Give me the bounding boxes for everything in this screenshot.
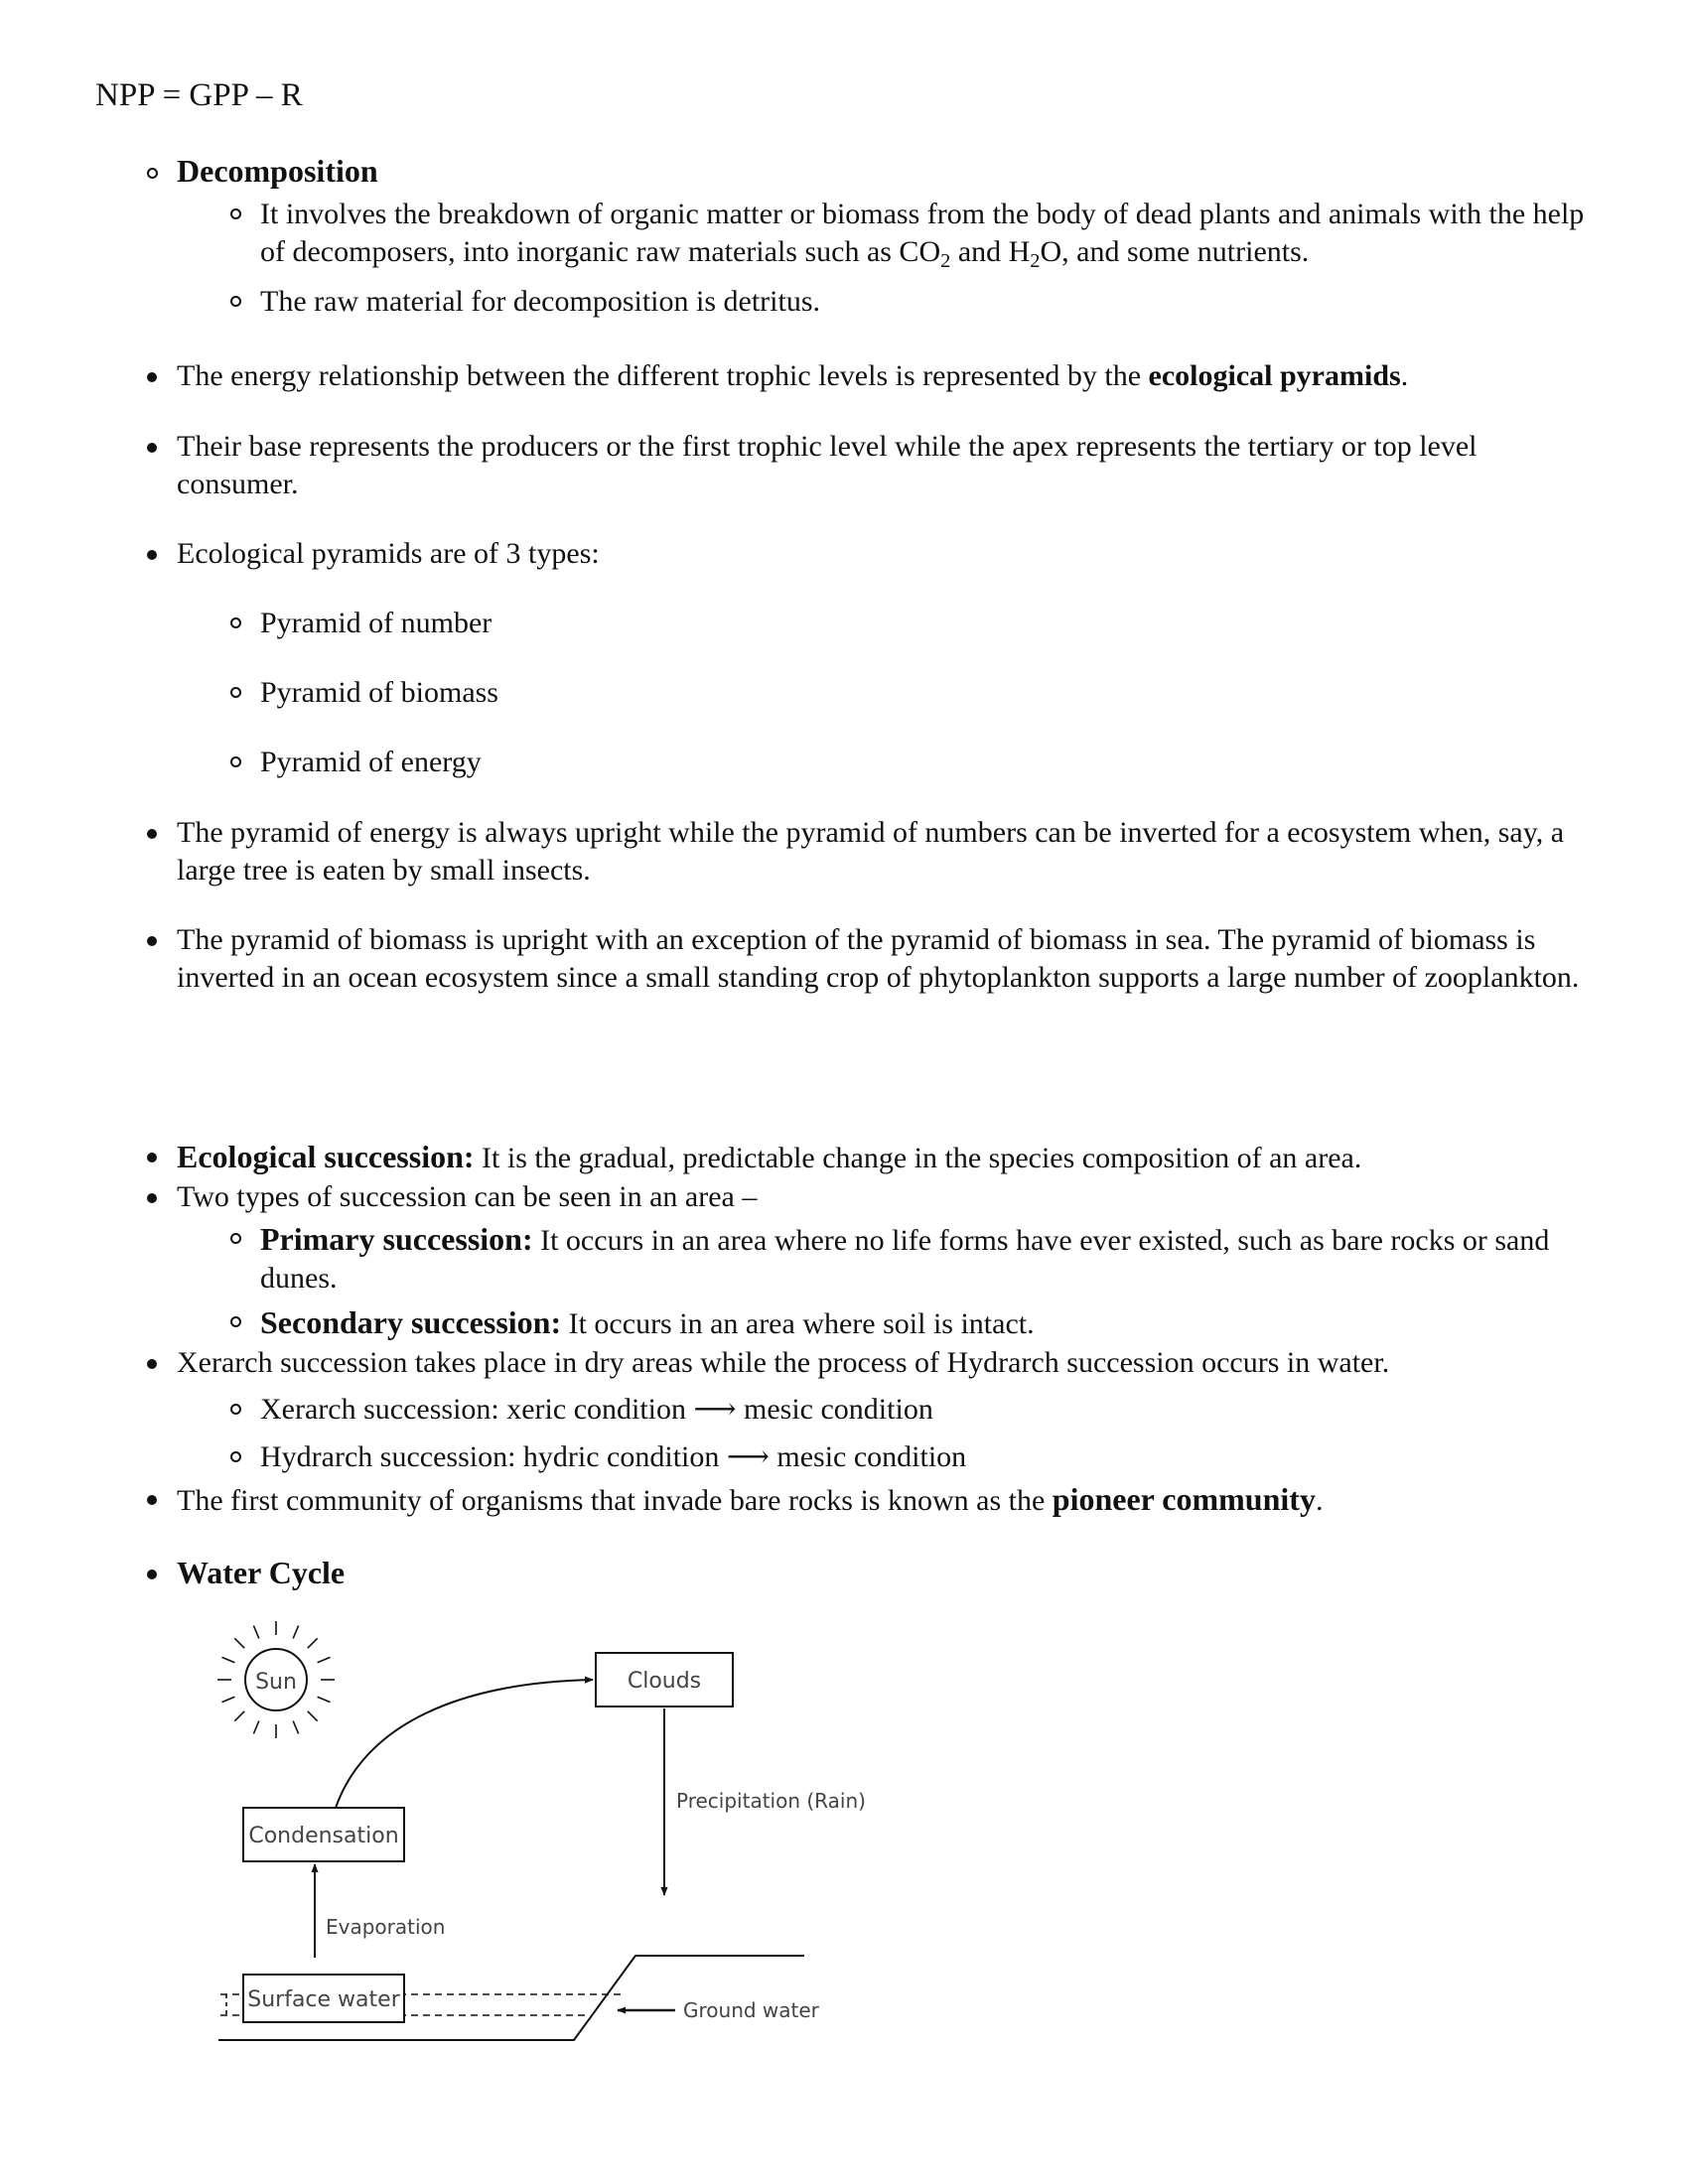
pyramids-point-3: Ecological pyramids are of 3 types: <box>177 535 1597 573</box>
precipitation-label: Precipitation (Rain) <box>676 1789 866 1813</box>
pyramids-point-2: Their base represents the producers or the first trophic level while the apex represents the tertiary or top level consumer. <box>177 428 1597 503</box>
ground-water-label: Ground water <box>683 1998 819 2022</box>
succession-point-3: Xerarch succession takes place in dry areas while the process of Hydrarch succession occurs in water. <box>177 1344 1597 1382</box>
decomposition-heading: Decomposition <box>177 152 1597 190</box>
succession-point-4: The first community of organisms that invade bare rocks is known as the pioneer community. <box>177 1480 1597 1520</box>
npp-equation: NPP = GPP – R <box>95 77 303 113</box>
pyramid-type-number: Pyramid of number <box>260 605 1597 642</box>
sun-label: Sun <box>255 1670 297 1695</box>
succession-point-1: Ecological succession: It is the gradual, predictable change in the species composition of an area. <box>177 1138 1597 1177</box>
condensation-label: Condensation <box>248 1824 399 1848</box>
pyramid-type-energy: Pyramid of energy <box>260 744 1597 781</box>
pyramids-point-5: The pyramid of biomass is upright with an exception of the pyramid of biomass in sea. The pyramid of biomass is inverted in an ocean ecosystem since a small standing crop of phytoplankton supports a large number of zooplankton. <box>177 921 1597 997</box>
decomposition-point-2: The raw material for decomposition is detritus. <box>260 283 1597 321</box>
pyramids-point-1: The energy relationship between the different trophic levels is represented by the ecological pyramids. <box>177 357 1597 395</box>
water-cycle-heading: Water Cycle <box>177 1554 1597 1591</box>
hydrarch-succession: Hydrarch succession: hydric condition ⟶ mesic condition <box>260 1438 1597 1476</box>
decomposition-point-1: It involves the breakdown of organic matter or biomass from the body of dead plants and animals with the help of decomposers, into inorganic raw materials such as $CO_2$ and $H_2O$, and some nutrients. <box>260 196 1597 280</box>
clouds-label: Clouds <box>627 1669 702 1694</box>
pyramid-type-biomass: Pyramid of biomass <box>260 674 1597 712</box>
secondary-succession: Secondary succession: It occurs in an area where soil is intact. <box>260 1303 1597 1343</box>
primary-succession: Primary succession: It occurs in an area where no life forms have ever existed, such as bare rocks or sand dunes. <box>260 1220 1597 1297</box>
pyramids-point-4: The pyramid of energy is always upright while the pyramid of numbers can be inverted for a ecosystem when, say, a large tree is eaten by small insects. <box>177 814 1597 889</box>
succession-point-2: Two types of succession can be seen in an area – <box>177 1178 1597 1216</box>
condensation-to-clouds-arrow <box>336 1680 593 1808</box>
surface-water-label: Surface water <box>247 1987 400 2012</box>
xerarch-succession: Xerarch succession: xeric condition ⟶ mesic condition <box>260 1391 1597 1429</box>
evaporation-label: Evaporation <box>326 1915 446 1939</box>
water-cycle-diagram <box>209 1613 904 2060</box>
